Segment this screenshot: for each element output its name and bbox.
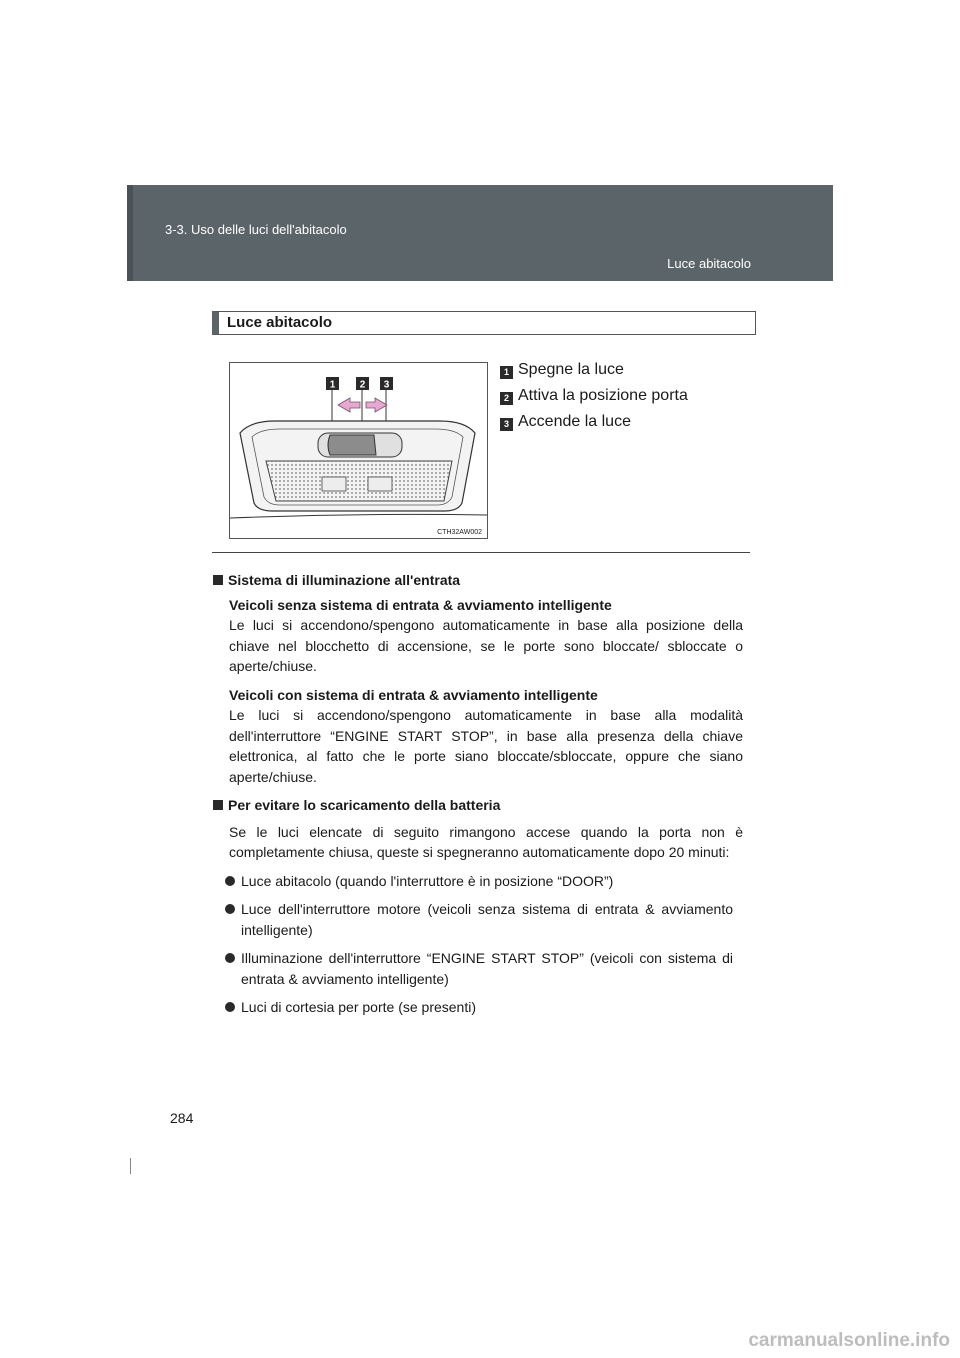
entry-sub2-title: Veicoli con sistema di entrata & avviamento intelligente <box>229 686 598 703</box>
lamp-bulb-left <box>322 477 346 491</box>
legend-number-2: 2 <box>500 392 513 405</box>
arrow-left-icon <box>338 398 360 412</box>
figure-callout-2-text: 2 <box>359 379 366 391</box>
headliner-line <box>230 514 487 518</box>
section-title: 3-3. Uso delle luci dell'abitacolo <box>165 222 347 237</box>
arrow-right-icon <box>366 398 387 412</box>
bullet-dot-icon <box>225 876 235 886</box>
battery-bullet-1 <box>213 871 743 892</box>
bullet-dot-icon <box>225 1002 235 1012</box>
legend-item-3 <box>500 412 760 438</box>
page-number: 284 <box>170 1110 194 1126</box>
interior-light-figure <box>229 362 488 539</box>
legend-label-1: Spegne la luce <box>518 361 624 378</box>
legend-label-2: Attiva la posizione porta <box>518 387 688 404</box>
slide-switch <box>328 435 376 455</box>
margin-mark <box>130 1158 131 1174</box>
header-tab <box>127 185 133 281</box>
entry-heading: Sistema di illuminazione all'entrata <box>213 570 743 591</box>
battery-bullet-3 <box>213 948 743 989</box>
legend-item-2 <box>500 386 760 412</box>
battery-bullet-4-text: Luci di cortesia per porte (se presenti) <box>241 999 476 1015</box>
section-divider <box>212 552 750 553</box>
bullet-dot-icon <box>225 953 235 963</box>
legend-number-3: 3 <box>500 418 513 431</box>
legend-label-3: Accende la luce <box>518 413 631 430</box>
bullet-dot-icon <box>225 904 235 914</box>
battery-bullet-2 <box>213 899 743 940</box>
battery-bullet-2-text: Luce dell'interruttore motore (veicoli senza sistema di entrata & avviamento intelligente) <box>241 901 733 938</box>
entry-sub2-text: Le luci si accendono/spengono automaticamente in base alla modalità dell'interruttore “ENGINE START STOP”, in base alla presenza della chiave elettronica, al fatto che le porte siano bloccate/sbloccate, oppure che siano aperte/chiuse. <box>229 707 743 785</box>
figure-code: CTH32AW002 <box>437 529 482 536</box>
topic-title-bar <box>212 311 756 335</box>
legend-item-1 <box>500 360 760 386</box>
battery-text: Se le luci elencate di seguito rimangono accese quando la porta non è completamente chiusa, queste si spegneranno automaticamente dopo 20 minuti: <box>229 823 743 860</box>
figure-callout-1-text: 1 <box>329 379 336 391</box>
entry-sub1-title: Veicoli senza sistema di entrata & avviamento intelligente <box>229 596 612 613</box>
battery-bullet-1-text: Luce abitacolo (quando l'interruttore è in posizione “DOOR”) <box>241 872 614 889</box>
legend-number-1: 1 <box>500 366 513 379</box>
figure-legend <box>500 360 760 438</box>
battery-bullet-3-text: Illuminazione dell'interruttore “ENGINE START STOP” (veicoli con sistema di entrata & avviamento intelligente) <box>241 950 733 987</box>
lamp-lens <box>266 461 452 501</box>
page-header <box>127 185 833 281</box>
figure-callout-3-text: 3 <box>383 379 390 391</box>
interior-light-illustration <box>230 363 487 538</box>
watermark: carmanualsonline.info <box>748 1330 950 1351</box>
entry-sub1-text: Le luci si accendono/spengono automaticamente in base alla posizione della chiave nel blocchetto di accensione, se le porte sono bloccate/ sbloccate o aperte/chiuse. <box>229 617 743 674</box>
topic-title: Luce abitacolo <box>227 314 333 331</box>
lamp-bulb-right <box>368 477 392 491</box>
battery-bullet-4 <box>213 997 743 1018</box>
body-text <box>213 570 743 1026</box>
battery-heading: Per evitare lo scaricamento della batteria <box>213 795 743 816</box>
chapter-title: Luce abitacolo <box>667 256 751 271</box>
